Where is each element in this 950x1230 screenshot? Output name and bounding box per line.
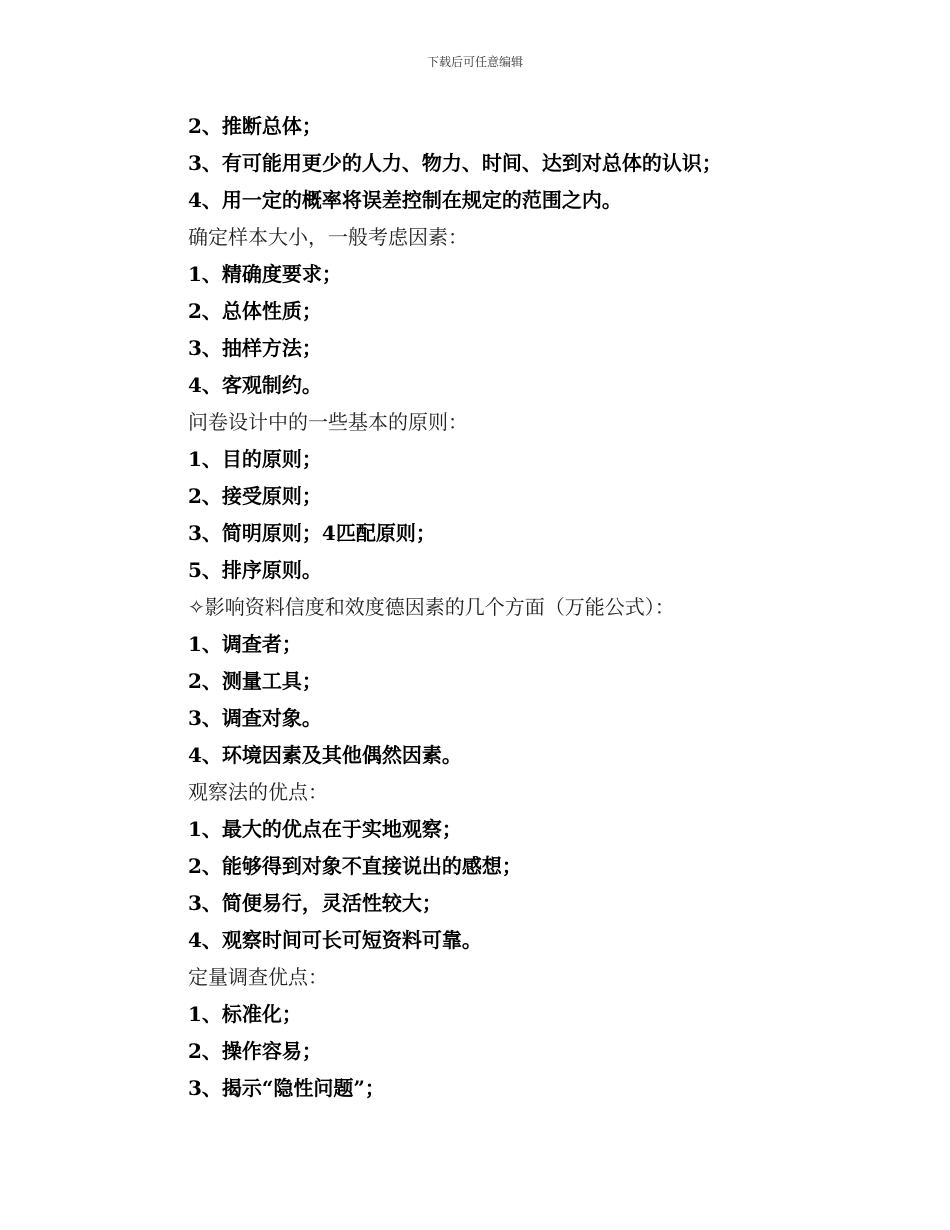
page-header: 下载后可任意编辑: [426, 55, 523, 69]
list-item: 3、简便易行，灵活性较大；: [188, 891, 442, 915]
list-item: 3、调查对象。: [188, 706, 322, 730]
list-item: 3、揭示“隐性问题”；: [188, 1076, 385, 1100]
list-item: 2、推断总体；: [188, 114, 322, 138]
document-body: [188, 108, 888, 1107]
list-item: 1、标准化；: [188, 1002, 302, 1026]
section-heading: 问卷设计中的一些基本的原则：: [188, 410, 468, 434]
list-item: 3、简明原则；4匹配原则；: [188, 521, 436, 545]
section-heading: 观察法的优点：: [188, 780, 328, 804]
section-heading: ✧影响资料信度和效度德因素的几个方面（万能公式）：: [188, 595, 675, 619]
list-item: 1、目的原则；: [188, 447, 322, 471]
list-item: 5、排序原则。: [188, 558, 322, 582]
list-item: 4、用一定的概率将误差控制在规定的范围之内。: [188, 188, 622, 212]
list-item: 2、总体性质；: [188, 299, 322, 323]
list-item: 1、最大的优点在于实地观察；: [188, 817, 462, 841]
list-item: 3、抽样方法；: [188, 336, 322, 360]
list-item: 2、接受原则；: [188, 484, 322, 508]
list-item: 3、有可能用更少的人力、物力、时间、达到对总体的认识；: [188, 151, 722, 175]
list-item: 2、操作容易；: [188, 1039, 322, 1063]
section-heading: 确定样本大小，一般考虑因素：: [188, 225, 468, 249]
section-heading: 定量调查优点：: [188, 965, 328, 989]
list-item: 4、环境因素及其他偶然因素。: [188, 743, 462, 767]
list-item: 1、调查者；: [188, 632, 302, 656]
list-item: 4、观察时间可长可短资料可靠。: [188, 928, 482, 952]
list-item: 4、客观制约。: [188, 373, 322, 397]
list-item: 2、能够得到对象不直接说出的感想；: [188, 854, 522, 878]
list-item: 1、精确度要求；: [188, 262, 342, 286]
list-item: 2、测量工具；: [188, 669, 322, 693]
